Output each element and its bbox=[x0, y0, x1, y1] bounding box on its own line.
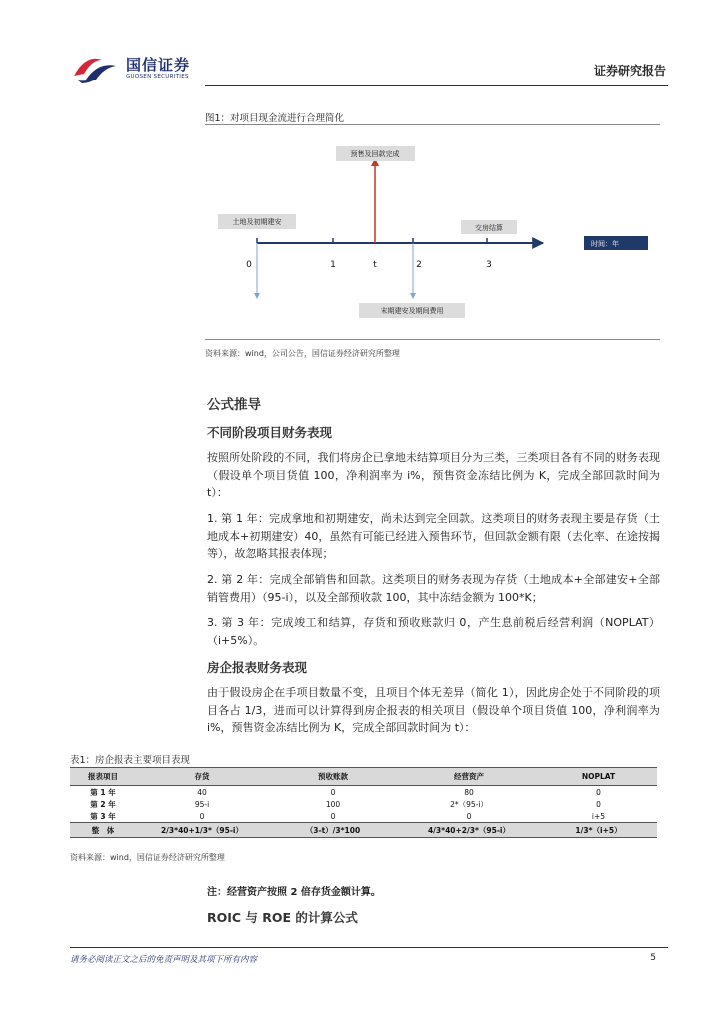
tick-label-3: 3 bbox=[486, 260, 492, 270]
subsection-title-formula: ROIC 与 ROE 的计算公式 bbox=[207, 910, 358, 925]
table-row bbox=[70, 798, 657, 810]
table-cell: 0 bbox=[466, 811, 472, 821]
figure-top-rule bbox=[205, 124, 660, 125]
section-title: 公式推导 bbox=[207, 397, 261, 413]
statement-items-table bbox=[70, 767, 657, 838]
tick-label-t: t bbox=[373, 260, 377, 270]
time-axis-label: 时间：年 bbox=[591, 240, 619, 248]
figure-title: 图1：对项目现金流进行合理简化 bbox=[205, 113, 345, 124]
list-item-year3: 3. 第 3 年：完成竣工和结算，存货和预收账款归 0，产生息前税后经营利润（NOPLAT）（i+5%）。 bbox=[207, 616, 660, 647]
logo-name-cn: 国信证券 bbox=[126, 56, 191, 74]
logo-name-en: GUOSEN SECURITIES bbox=[126, 74, 189, 80]
table-header-cell: 预收账款 bbox=[268, 768, 398, 786]
table-header-cell: 经营资产 bbox=[398, 768, 540, 786]
cashflow-timeline-diagram bbox=[205, 130, 660, 335]
table-cell: 0 bbox=[596, 799, 601, 809]
list-item-year1: 1. 第 1 年：完成拿地和初期建安，尚未达到完全回款。这类项目的财务表现主要是存货（土地成本+初期建安）40，虽然有可能已经进入预售环节，但回款金额有限（去化率、在途按揭等），故忽略其报表体现； bbox=[207, 512, 660, 560]
subsection-title-statements: 房企报表财务表现 bbox=[207, 660, 308, 675]
table-row bbox=[70, 810, 657, 823]
land-arrowhead bbox=[254, 293, 260, 299]
table-cell: 80 bbox=[464, 787, 474, 797]
label-final-cost: 末期建安及期间费用 bbox=[380, 307, 444, 315]
footer-divider bbox=[70, 947, 668, 948]
figure-source: 资料来源：wind，公司公告，国信证券经济研究所整理 bbox=[205, 349, 400, 358]
table-cell: 2*（95-i） bbox=[450, 799, 488, 809]
label-delivery: 交房结算 bbox=[475, 224, 503, 232]
table-header-row bbox=[70, 768, 657, 786]
label-land: 土地及初期建安 bbox=[232, 218, 282, 226]
table-header-cell: NOPLAT bbox=[540, 768, 657, 786]
footer-disclaimer: 请务必阅读正文之后的免责声明及其项下所有内容 bbox=[70, 955, 258, 965]
paragraph-statements: 由于假设房企在手项目数量不变，且项目个体无差异（简化 1），因此房企处于不同阶段的项目各占 1/3，进而可以计算得到房企报表的相关项目（假设单个项目货值 100，净利润率为 i%，预售资金冻结比例为 K，完成全部回款时间为 t）： bbox=[207, 686, 660, 734]
table-source: 资料来源：wind，国信证券经济研究所整理 bbox=[70, 853, 225, 862]
table-note: 注：经营资产按照 2 倍存货金额计算。 bbox=[207, 887, 381, 898]
label-presale: 预售及回款完成 bbox=[350, 150, 400, 158]
page-number: 5 bbox=[650, 953, 656, 963]
table-cell: 0 bbox=[596, 787, 601, 797]
paragraph-stages-intro: 按照所处阶段的不同，我们将房企已拿地未结算项目分为三类，三类项目各有不同的财务表现（假设单个项目货值 100，净利润率为 i%，预售资金冻结比例为 K，完成全部回款时间为 t）： bbox=[207, 451, 660, 499]
tick-label-2: 2 bbox=[416, 260, 422, 270]
table-cell: 2/3*40+1/3*（95-i） bbox=[136, 823, 268, 838]
table-cell: 第 3 年 bbox=[90, 811, 116, 821]
table-header-cell: 存货 bbox=[136, 768, 268, 786]
table-title: 表1：房企报表主要项目表现 bbox=[70, 755, 191, 766]
table-cell: i+5 bbox=[591, 811, 606, 821]
header-divider bbox=[205, 85, 668, 86]
guosen-logo-icon bbox=[72, 52, 120, 84]
table-cell: 4/3*40+2/3*（95-i） bbox=[398, 823, 540, 838]
final-cost-arrowhead bbox=[410, 293, 416, 299]
table-cell: 整 体 bbox=[70, 823, 136, 838]
tick-label-1: 1 bbox=[330, 260, 336, 270]
table-row bbox=[70, 786, 657, 799]
table-header-cell: 报表项目 bbox=[70, 768, 136, 786]
table-cell: 0 bbox=[330, 787, 336, 797]
figure-bottom-rule bbox=[205, 339, 660, 340]
table-total-row bbox=[70, 823, 657, 838]
table-cell: 0 bbox=[330, 811, 336, 821]
table-cell: （3-t）/3*100 bbox=[268, 823, 398, 838]
table-cell: 1/3*（i+5） bbox=[540, 823, 657, 838]
subsection-title-stages: 不同阶段项目财务表现 bbox=[207, 425, 333, 440]
table-cell: 0 bbox=[199, 811, 205, 821]
report-type: 证券研究报告 bbox=[593, 64, 666, 78]
table-cell: 100 bbox=[325, 799, 341, 809]
list-item-year2: 2. 第 2 年：完成全部销售和回款。这类项目的财务表现为存货（土地成本+全部建安+全部销管费用）（95-i），以及全部预收款 100，其中冻结金额为 100*K； bbox=[207, 573, 660, 604]
table-cell: 95-i bbox=[194, 799, 210, 809]
table-cell: 40 bbox=[197, 787, 207, 797]
table-cell: 第 1 年 bbox=[90, 787, 116, 797]
table-cell: 第 2 年 bbox=[90, 799, 116, 809]
tick-label-0: 0 bbox=[246, 260, 252, 270]
